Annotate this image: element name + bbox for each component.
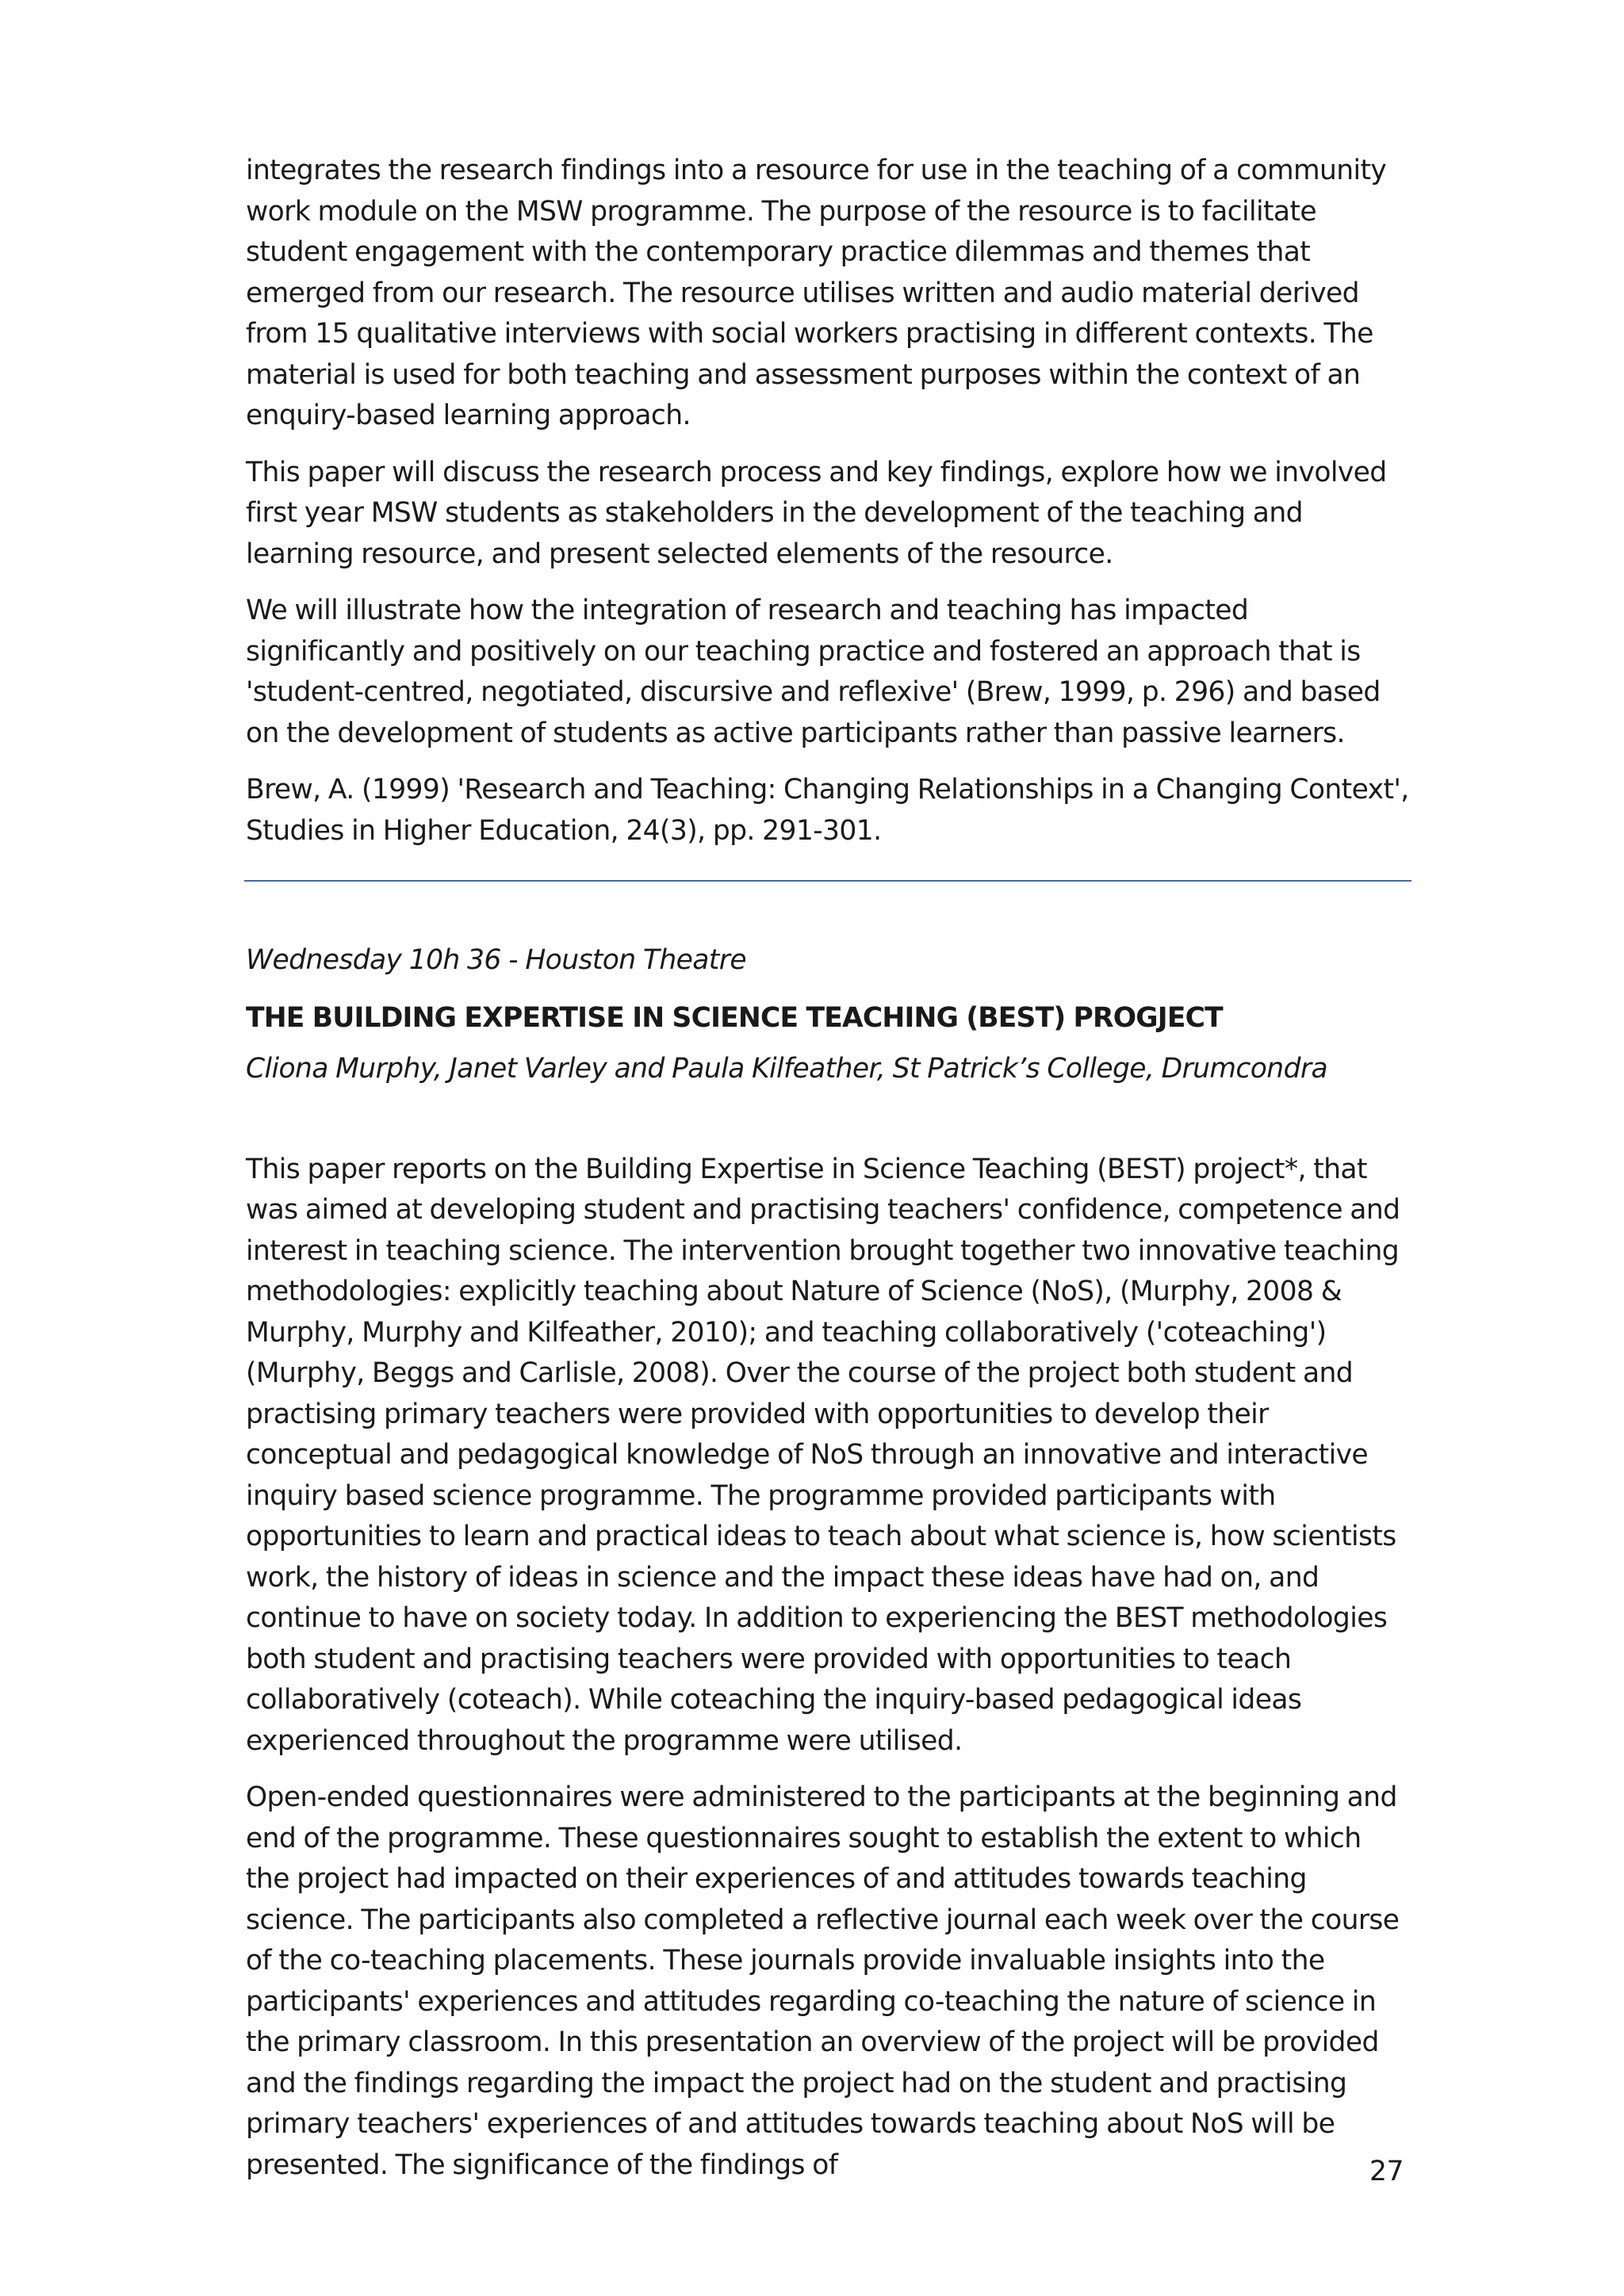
divider-spacing bbox=[246, 882, 1411, 940]
session-time-location: Wednesday 10h 36 - Houston Theatre bbox=[246, 944, 746, 976]
reference-entry: Brew, A. (1999) 'Research and Teaching: Changing Relationships in a Changing Context', Studies in Higher Education, 24(3), pp. 291-301. bbox=[246, 774, 1409, 847]
paragraph-methods: Open-ended questionnaires were administered to the participants at the beginning and end of the programme. These questionnaires sought to establish the extent to which the project had impacted on their experiences of and attitudes towards teaching science. The participants also completed a reflective journal each week over the course of the co-teaching placements. These journals provide invaluable insights into the participants' experiences and attitudes regarding co-teaching the nature of science in the primary classroom. In this presentation an overview of the project will be provided and the findings regarding the impact the project had on the student and practising primary teachers' experiences of and attitudes towards teaching about NoS will be presented. The significance of the findings of bbox=[246, 1781, 1400, 2181]
paragraph-intro: integrates the research findings into a resource for use in the teaching of a community work module on the MSW programme. The purpose of the resource is to facilitate student engagement with the contemporary practice dilemmas and themes that emerged from our research. The resource utilises written and audio material derived from 15 qualitative interviews with social workers practising in different contexts. The material is used for both teaching and assessment purposes within the context of an enquiry-based learning approach. bbox=[246, 155, 1387, 431]
paragraph-illustration: We will illustrate how the integration of research and teaching has impacted significantly and positively on our teaching practice and fostered an approach that is 'student-centred, negotiated, discursive and reflexive' (Brew, 1999, p. 296) and based on the development of students as active participants rather than passive learners. bbox=[246, 595, 1381, 749]
page-body bbox=[246, 151, 1411, 2202]
session-authors: Cliona Murphy, Janet Varley and Paula Kilfeather, St Patrick’s College, Drumcondra bbox=[246, 1053, 1327, 1085]
page-number: 27 bbox=[1369, 2156, 1404, 2187]
session-title: THE BUILDING EXPERTISE IN SCIENCE TEACHING (BEST) PROGJECT bbox=[246, 1001, 1223, 1034]
paragraph-discussion: This paper will discuss the research process and key findings, explore how we involved first year MSW students as stakeholders in the development of the teaching and learning resource, and present selected elements of the resource. bbox=[246, 456, 1387, 570]
paragraph-abstract: This paper reports on the Building Expertise in Science Teaching (BEST) project*, that was aimed at developing student and practising teachers' confidence, competence and interest in teaching science. The intervention brought together two innovative teaching methodologies: explicitly teaching about Nature of Science (NoS), (Murphy, 2008 & Murphy, Murphy and Kilfeather, 2010); and teaching collaboratively ('coteaching') (Murphy, Beggs and Carlisle, 2008). Over the course of the project both student and practising primary teachers were provided with opportunities to develop their conceptual and pedagogical knowledge of NoS through an innovative and interactive inquiry based science programme. The programme provided participants with opportunities to learn and practical ideas to teach about what science is, how scientists work, the history of ideas in science and the impact these ideas have had on, and continue to have on society today. In addition to experiencing the BEST methodologies both student and practising teachers were provided with opportunities to teach collaboratively (coteach). While coteaching the inquiry-based pedagogical ideas experienced throughout the programme were utilised. bbox=[246, 1153, 1400, 1757]
